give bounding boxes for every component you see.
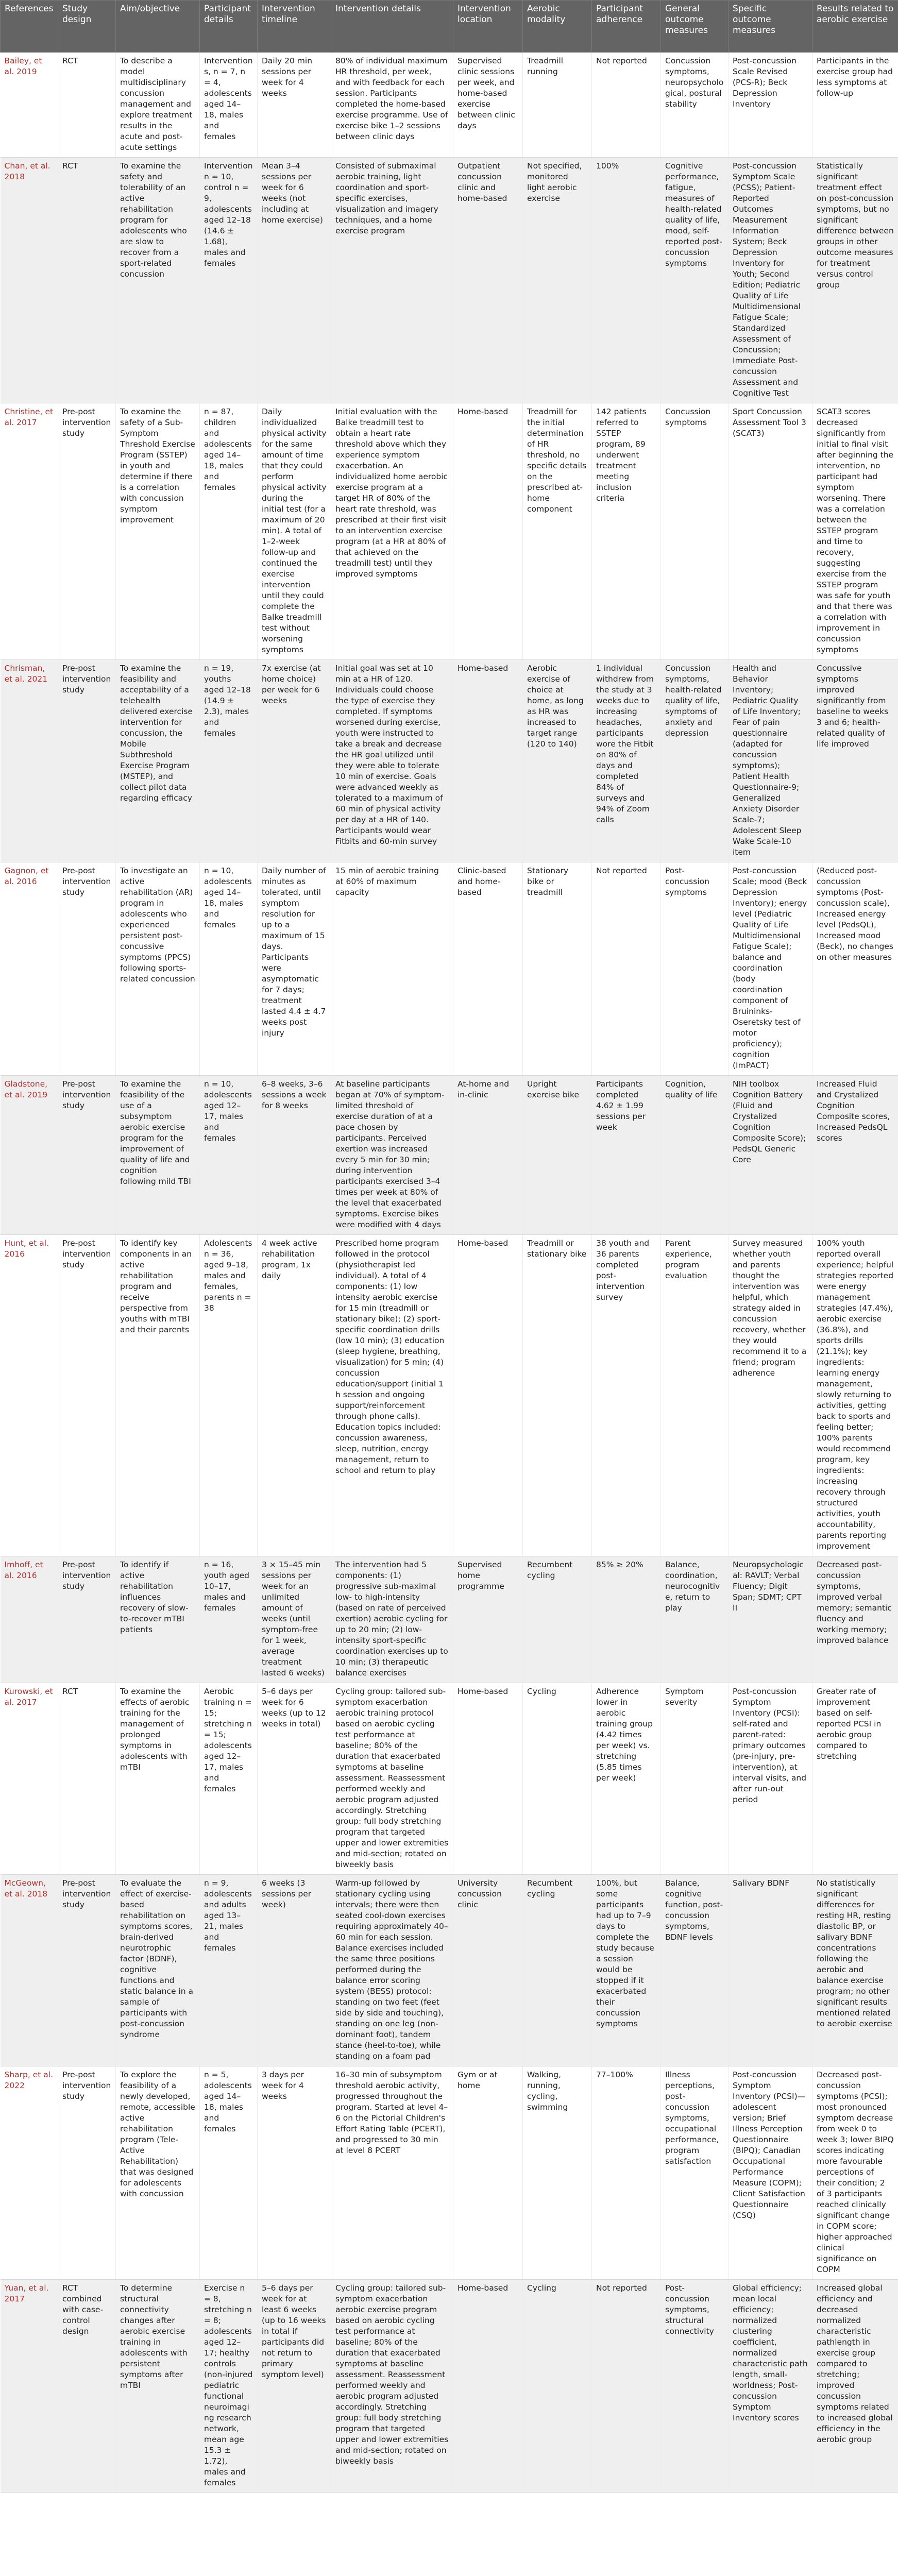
- cell-timeline: 5–6 days per week for 6 weeks (up to 12 weeks in total): [258, 1683, 331, 1875]
- cell-adherence: 77–100%: [592, 2066, 661, 2280]
- table-row: [1, 1076, 898, 1235]
- cell-specific-outcomes: Sport Concussion Assessment Tool 3 (SCAT3): [728, 403, 812, 660]
- cell-modality: Recumbent cycling: [523, 1556, 592, 1683]
- cell-participants: n = 9, adolescents and adults aged 13–21, males and females: [200, 1875, 258, 2066]
- cell-results: Concussive symptoms improved significantly from baseline to weeks 3 and 6; health-related quality of life improved: [812, 660, 898, 862]
- cell-location: University concussion clinic: [453, 1875, 523, 2066]
- cell-timeline: 5–6 days per week for at least 6 weeks (up to 16 weeks in total if participants did not return to primary symptom level): [258, 2280, 331, 2493]
- col-header-study-design: Study design: [58, 1, 116, 53]
- cell-location: Outpatient concussion clinic and home-based: [453, 158, 523, 403]
- cell-timeline: 3 × 15–45 min sessions per week for an unlimited amount of weeks (until symptom-free for 1 week, average treatment lasted 6 weeks): [258, 1556, 331, 1683]
- cell-general-outcomes: Illness perceptions, post-concussion symptoms, occupational performance, program satisfaction: [661, 2066, 728, 2280]
- cell-participants: n = 10, adolescents aged 12–17, males and females: [200, 1076, 258, 1235]
- cell-design: RCT: [58, 53, 116, 158]
- cell-results: Decreased post-concussion symptoms, improved verbal memory; semantic fluency and working memory; improved balance: [812, 1556, 898, 1683]
- cell-location: Supervised home programme: [453, 1556, 523, 1683]
- cell-timeline: 7x exercise (at home choice) per week for 6 weeks: [258, 660, 331, 862]
- cell-specific-outcomes: NIH toolbox Cognition Battery (Fluid and Crystalized Cognition Composite Score); PedsQL Generic Core: [728, 1076, 812, 1235]
- cell-adherence: 142 patients referred to SSTEP program, 89 underwent treatment meeting inclusion criteria: [592, 403, 661, 660]
- cell-participants: Exercise n = 8, stretching n = 8; adolescents aged 12–17; healthy controls (non-injured pediatric functional neuroimaging research network, mean age 15.3 ± 1.72), males and females: [200, 2280, 258, 2493]
- cell-general-outcomes: Concussion symptoms, neuropsychological, postural stability: [661, 53, 728, 158]
- table-row: [1, 1683, 898, 1875]
- cell-specific-outcomes: Global efficiency; mean local efficiency; normalized clustering coefficient, normalized characteristic path length, small-worldness; Post-concussion Symptom Inventory scores: [728, 2280, 812, 2493]
- table-row: [1, 1875, 898, 2066]
- cell-location: Home-based: [453, 1235, 523, 1556]
- cell-details: At baseline participants began at 70% of symptom-limited threshold of exercise duration of at a pace chosen by participants. Perceived exertion was increased every 5 min for 30 min; during intervention participants exercised 3–4 times per week at 80% of the level that exacerbated symptoms. Exercise bikes were modified with 4 days: [331, 1076, 453, 1235]
- cell-design: Pre-post intervention study: [58, 1875, 116, 2066]
- cell-timeline: Daily individualized physical activity for the same amount of time that they could perform physical activity during the initial test (for a maximum of 20 min). A total of 1–2-week follow-up and continued the exercise intervention until they could complete the Balke treadmill test without worsening symptoms: [258, 403, 331, 660]
- col-header-aim: Aim/objective: [116, 1, 200, 53]
- cell-location: Supervised clinic sessions per week, and home-based exercise between clinic days: [453, 53, 523, 158]
- cell-reference[interactable]: Sharp, et al. 2022: [1, 2066, 58, 2280]
- cell-aim: To explore the feasibility of a newly developed, remote, accessible active rehabilitation program (Tele-Active Rehabilitation) that was designed for adolescents with concussion: [116, 2066, 200, 2280]
- cell-general-outcomes: Parent experience, program evaluation: [661, 1235, 728, 1556]
- cell-results: (Reduced post-concussion symptoms (Post-concussion scale), Increased energy level (PedsQL), Increased mood (Beck), no changes on other measures: [812, 862, 898, 1076]
- cell-details: 15 min of aerobic training at 60% of maximum capacity: [331, 862, 453, 1076]
- col-header-adherence: Participant adherence: [592, 1, 661, 53]
- table-row: [1, 2280, 898, 2493]
- cell-adherence: Not reported: [592, 862, 661, 1076]
- cell-specific-outcomes: Post-concussion Scale; mood (Beck Depression Inventory); energy level (Pediatric Quality of Life Multidimensional Fatigue Scale); balance and coordination (body coordination component of Bruininks-Oseretsky test of motor proficiency); cognition (ImPACT): [728, 862, 812, 1076]
- cell-general-outcomes: Concussion symptoms, health-related quality of life, symptoms of anxiety and depression: [661, 660, 728, 862]
- cell-adherence: Not reported: [592, 53, 661, 158]
- cell-aim: To investigate an active rehabilitation (AR) program in adolescents who experienced persistent post-concussive symptoms (PPCS) following sports-related concussion: [116, 862, 200, 1076]
- cell-participants: n = 5, adolescents aged 14–18, males and females: [200, 2066, 258, 2280]
- cell-design: Pre-post intervention study: [58, 862, 116, 1076]
- cell-timeline: 4 week active rehabilitation program, 1x daily: [258, 1235, 331, 1556]
- cell-details: Consisted of submaximal aerobic training, light coordination and sport-specific exercises, visualization and imagery techniques, and a home exercise program: [331, 158, 453, 403]
- cell-design: Pre-post intervention study: [58, 660, 116, 862]
- cell-results: Decreased post-concussion symptoms (PCSI); most pronounced symptom decrease from week 0 to week 3; lower BIPQ scores indicating more favourable perceptions of their condition; 2 of 3 participants reached clinically significant change in COPM score; higher approached clinical significance on COPM: [812, 2066, 898, 2280]
- table-row: [1, 660, 898, 862]
- cell-reference[interactable]: Bailey, et al. 2019: [1, 53, 58, 158]
- cell-aim: To describe a model multidisciplinary concussion management and explore treatment results in the acute and post-acute settings: [116, 53, 200, 158]
- cell-results: Greater rate of improvement based on self-reported PCSI in aerobic group compared to stretching: [812, 1683, 898, 1875]
- cell-reference[interactable]: Imhoff, et al. 2016: [1, 1556, 58, 1683]
- cell-details: Cycling group: tailored sub-symptom exacerbation aerobic training protocol based on aerobic cycling test performance at baseline; 80% of the duration that exacerbated symptoms at baseline assessment. Reassessment performed weekly and aerobic program adjusted accordingly. Stretching group: full body stretching program that targeted upper and lower extremities and mid-section; rotated on biweekly basis: [331, 1683, 453, 1875]
- cell-adherence: 100%, but some participants had up to 7–9 days to complete the study because a session would be stopped if it exacerbated their concussion symptoms: [592, 1875, 661, 2066]
- cell-modality: Walking, running, cycling, swimming: [523, 2066, 592, 2280]
- cell-design: Pre-post intervention study: [58, 403, 116, 660]
- col-header-aerobic-modality: Aerobic modality: [523, 1, 592, 53]
- cell-participants: n = 10, adolescents aged 14–18, males and females: [200, 862, 258, 1076]
- cell-aim: To identify if active rehabilitation influences recovery of slow-to-recover mTBI patients: [116, 1556, 200, 1683]
- cell-timeline: 6 weeks (3 sessions per week): [258, 1875, 331, 2066]
- cell-location: Home-based: [453, 1683, 523, 1875]
- cell-design: Pre-post intervention study: [58, 1556, 116, 1683]
- header-row: [1, 1, 898, 53]
- cell-modality: Cycling: [523, 2280, 592, 2493]
- cell-general-outcomes: Symptom severity: [661, 1683, 728, 1875]
- cell-results: 100% youth reported overall experience; helpful strategies reported were energy management strategies (47.4%), aerobic exercise (36.8%), and sports drills (21.1%); key ingredients: learning energy management, slowly returning to activities, getting back to sports and feeling better; 100% parents would recommend program, key ingredients: increasing recovery through structured activities, youth accountability, parents reporting improvement: [812, 1235, 898, 1556]
- cell-modality: Treadmill for the initial determination of HR threshold, no specific details on the prescribed at-home component: [523, 403, 592, 660]
- cell-results: No statistically significant differences for resting HR, resting diastolic BP, or salivary BDNF concentrations following the aerobic and balance exercise program; no other significant results mentioned related to aerobic exercise: [812, 1875, 898, 2066]
- cell-participants: Aerobic training n = 15; stretching n = 15; adolescents aged 12–17, males and females: [200, 1683, 258, 1875]
- table-row: [1, 403, 898, 660]
- cell-adherence: 1 individual withdrew from the study at 3 weeks due to increasing headaches, participants wore the Fitbit on 80% of days and completed 84% of surveys and 94% of Zoom calls: [592, 660, 661, 862]
- cell-aim: To examine the safety and tolerability of an active rehabilitation program for adolescents who are slow to recover from a sport-related concussion: [116, 158, 200, 403]
- cell-adherence: 38 youth and 36 parents completed post-intervention survey: [592, 1235, 661, 1556]
- cell-specific-outcomes: Post-concussion Scale Revised (PCS-R); Beck Depression Inventory: [728, 53, 812, 158]
- cell-reference[interactable]: Christine, et al. 2017: [1, 403, 58, 660]
- cell-aim: To examine the safety of a Sub-Symptom Threshold Exercise Program (SSTEP) in youth and determine if there is a correlation with concussion symptom improvement: [116, 403, 200, 660]
- cell-details: 16–30 min of subsymptom threshold aerobic activity, progressed throughout the program. Started at level 4–6 on the Pictorial Children's Effort Rating Table (PCERT), and progressed to 30 min at level 8 PCERT: [331, 2066, 453, 2280]
- cell-location: Gym or at home: [453, 2066, 523, 2280]
- cell-results: Increased Fluid and Crystalized Cognition Composite scores, Increased PedsQL scores: [812, 1076, 898, 1235]
- cell-aim: To examine the feasibility and acceptability of a telehealth delivered exercise intervention for concussion, the Mobile Subthreshold Exercise Program (MSTEP), and collect pilot data regarding efficacy: [116, 660, 200, 862]
- cell-general-outcomes: Concussion symptoms: [661, 403, 728, 660]
- cell-aim: To examine the effects of aerobic training for the management of prolonged symptoms in adolescents with mTBI: [116, 1683, 200, 1875]
- col-header-results: Results related to aerobic exercise: [812, 1, 898, 53]
- cell-specific-outcomes: Neuropsychological: RAVLT; Verbal Fluency; Digit Span; SDMT; CPT II: [728, 1556, 812, 1683]
- col-header-intervention-details: Intervention details: [331, 1, 453, 53]
- cell-design: Pre-post intervention study: [58, 1076, 116, 1235]
- table-row: [1, 1235, 898, 1556]
- cell-timeline: 6–8 weeks, 3–6 sessions a week for 8 weeks: [258, 1076, 331, 1235]
- cell-reference[interactable]: Hunt, et al. 2016: [1, 1235, 58, 1556]
- cell-participants: Intervention n = 10, control n = 9, adolescents aged 12–18 (14.6 ± 1.68), males and females: [200, 158, 258, 403]
- cell-location: At-home and in-clinic: [453, 1076, 523, 1235]
- cell-design: RCT: [58, 1683, 116, 1875]
- cell-details: Prescribed home program followed in the protocol (physiotherapist led individual). A total of 4 components: (1) low intensity aerobic exercise for 15 min (treadmill or stationary bike); (2) sport-specific coordination drills (low 10 min); (3) education (sleep hygiene, breathing, visualization) for 5 min; (4) concussion education/support (initial 1 h session and ongoing support/reinforcement through phone calls). Education topics included: concussion awareness, sleep, nutrition, energy management, return to school and return to play: [331, 1235, 453, 1556]
- cell-general-outcomes: Cognitive performance, fatigue, measures of health-related quality of life, mood, self-reported post-concussion symptoms: [661, 158, 728, 403]
- cell-timeline: Mean 3–4 sessions per week for 6 weeks (not including at home exercise): [258, 158, 331, 403]
- cell-modality: Treadmill or stationary bike: [523, 1235, 592, 1556]
- cell-details: Initial evaluation with the Balke treadmill test to obtain a heart rate threshold above which they experience symptom exacerbation. An individualized home aerobic exercise program at a target HR of 80% of the heart rate threshold, was prescribed at their first visit to an intervention exercise program (at a HR at 80% of that achieved on the treadmill test) until they improved symptoms: [331, 403, 453, 660]
- cell-general-outcomes: Post-concussion symptoms: [661, 862, 728, 1076]
- cell-results: Statistically significant treatment effect on post-concussion symptoms, but no significant difference between groups in other outcome measures for treatment versus control group: [812, 158, 898, 403]
- cell-aim: To identify key components in an active rehabilitation program and receive perspective from youths with mTBI and their parents: [116, 1235, 200, 1556]
- cell-details: Cycling group: tailored sub-symptom exacerbation aerobic exercise program based on aerobic cycling test performance at baseline; 80% of the duration that exacerbated symptoms at baseline assessment. Reassessment performed weekly and aerobic program adjusted accordingly. Stretching group: full body stretching program that targeted upper and lower extremities and mid-section; rotated on biweekly basis: [331, 2280, 453, 2493]
- cell-reference[interactable]: Gagnon, et al. 2016: [1, 862, 58, 1076]
- cell-results: SCAT3 scores decreased significantly from initial to final visit after beginning the intervention, no participant had symptom worsening. There was a correlation between the SSTEP program and time to recovery, suggesting exercise from the SSTEP program was safe for youth and that there was a correlation with improvement in concussion symptoms: [812, 403, 898, 660]
- cell-location: Home-based: [453, 660, 523, 862]
- cell-modality: Recumbent cycling: [523, 1875, 592, 2066]
- cell-specific-outcomes: Post-concussion Symptom Scale (PCSS); Patient-Reported Outcomes Measurement Information System; Beck Depression Inventory for Youth; Second Edition; Pediatric Quality of Life Multidimensional Fatigue Scale; Standardized Assessment of Concussion; Immediate Post-concussion Assessment and Cognitive Test: [728, 158, 812, 403]
- cell-specific-outcomes: Post-concussion Symptom Inventory (PCSI)—adolescent version; Brief Illness Perception Questionnaire (BIPQ); Canadian Occupational Performance Measure (COPM); Client Satisfaction Questionnaire (CSQ): [728, 2066, 812, 2280]
- cell-participants: Adolescents n = 36, aged 9–18, males and females, parents n = 38: [200, 1235, 258, 1556]
- cell-adherence: 85% ≥ 20%: [592, 1556, 661, 1683]
- cell-adherence: Adherence lower in aerobic training group (4.42 times per week) vs. stretching (5.85 times per week): [592, 1683, 661, 1875]
- cell-design: Pre-post intervention study: [58, 2066, 116, 2280]
- table-row: [1, 2066, 898, 2280]
- cell-details: Initial goal was set at 10 min at a HR of 120. Individuals could choose the type of exercise they completed. If symptoms worsened during exercise, youth were instructed to take a break and decrease the HR goal utilized until they were able to tolerate 10 min of exercise. Goals were advanced weekly as tolerated to a maximum of 60 min of physical activity per day at a HR of 140. Participants would wear Fitbits and 60-min survey: [331, 660, 453, 862]
- table-row: [1, 862, 898, 1076]
- cell-location: Home-based: [453, 403, 523, 660]
- cell-design: RCT combined with case-control design: [58, 2280, 116, 2493]
- cell-modality: Upright exercise bike: [523, 1076, 592, 1235]
- table-row: [1, 53, 898, 158]
- cell-reference[interactable]: Chan, et al. 2018: [1, 158, 58, 403]
- cell-location: Clinic-based and home-based: [453, 862, 523, 1076]
- cell-results: Increased global efficiency and decreased normalized characteristic pathlength in exercise group compared to stretching; improved concussion symptoms related to increased global efficiency in the aerobic group: [812, 2280, 898, 2493]
- cell-specific-outcomes: Health and Behavior Inventory; Pediatric Quality of Life Inventory; Fear of pain questionnaire (adapted for concussion symptoms); Patient Health Questionnaire-9; Generalized Anxiety Disorder Scale-7; Adolescent Sleep Wake Scale-10 item: [728, 660, 812, 862]
- cell-reference[interactable]: Yuan, et al. 2017: [1, 2280, 58, 2493]
- cell-timeline: Daily number of minutes as tolerated, until symptom resolution for up to a maximum of 15 days. Participants were asymptomatic for 7 days; treatment lasted 4.4 ± 4.7 weeks post injury: [258, 862, 331, 1076]
- cell-participants: n = 16, youth aged 10–17, males and females: [200, 1556, 258, 1683]
- cell-adherence: Participants completed 4.62 ± 1.99 sessions per week: [592, 1076, 661, 1235]
- cell-location: Home-based: [453, 2280, 523, 2493]
- cell-participants: Interventions, n = 7, n = 4, adolescents aged 14–18, males and females: [200, 53, 258, 158]
- cell-modality: Stationary bike or treadmill: [523, 862, 592, 1076]
- cell-reference[interactable]: Kurowski, et al. 2017: [1, 1683, 58, 1875]
- cell-design: Pre-post intervention study: [58, 1235, 116, 1556]
- cell-specific-outcomes: Survey measured whether youth and parents thought the intervention was helpful, which strategy aided in concussion recovery, whether they would recommend it to a friend; program adherence: [728, 1235, 812, 1556]
- col-header-references: References: [1, 1, 58, 53]
- cell-aim: To determine structural connectivity changes after aerobic exercise training in adolescents with persistent symptoms after mTBI: [116, 2280, 200, 2493]
- cell-reference[interactable]: Chrisman, et al. 2021: [1, 660, 58, 862]
- col-header-timeline: Intervention timeline: [258, 1, 331, 53]
- cell-general-outcomes: Post-concussion symptoms, structural connectivity: [661, 2280, 728, 2493]
- col-header-general-outcomes: General outcome measures: [661, 1, 728, 53]
- cell-results: Participants in the exercise group had less symptoms at follow-up: [812, 53, 898, 158]
- cell-details: 80% of individual maximum HR threshold, per week, and with feedback for each session. Participants completed the home-based exercise programme. Use of exercise bike 1–2 sessions between clinic days: [331, 53, 453, 158]
- cell-specific-outcomes: Salivary BDNF: [728, 1875, 812, 2066]
- cell-general-outcomes: Balance, coordination, neurocognitive, return to play: [661, 1556, 728, 1683]
- cell-adherence: 100%: [592, 158, 661, 403]
- cell-modality: Treadmill running: [523, 53, 592, 158]
- cell-timeline: Daily 20 min sessions per week for 4 weeks: [258, 53, 331, 158]
- col-header-location: Intervention location: [453, 1, 523, 53]
- cell-details: The intervention had 5 components: (1) progressive sub-maximal low- to high-intensity (based on rate of perceived exertion) aerobic cycling for up to 20 min; (2) low-intensity sport-specific coordination exercises up to 10 min; (3) therapeutic balance exercises: [331, 1556, 453, 1683]
- cell-participants: n = 19, youths aged 12–18 (14.9 ± 2.3), males and females: [200, 660, 258, 862]
- col-header-participants: Participant details: [200, 1, 258, 53]
- cell-participants: n = 87, children and adolescents aged 14–18, males and females: [200, 403, 258, 660]
- cell-aim: To examine the feasibility of the use of a subsymptom aerobic exercise program for the improvement of quality of life and cognition following mild TBI: [116, 1076, 200, 1235]
- cell-design: RCT: [58, 158, 116, 403]
- cell-reference[interactable]: Gladstone, et al. 2019: [1, 1076, 58, 1235]
- cell-general-outcomes: Cognition, quality of life: [661, 1076, 728, 1235]
- table-row: [1, 1556, 898, 1683]
- cell-general-outcomes: Balance, cognitive function, post-concussion symptoms, BDNF levels: [661, 1875, 728, 2066]
- cell-specific-outcomes: Post-concussion Symptom Inventory (PCSI): self-rated and parent-rated: primary outcomes (pre-injury, pre-intervention), at interval visits, and after run-out period: [728, 1683, 812, 1875]
- cell-modality: Not specified, monitored light aerobic exercise: [523, 158, 592, 403]
- cell-adherence: Not reported: [592, 2280, 661, 2493]
- col-header-specific-outcomes: Specific outcome measures: [728, 1, 812, 53]
- cell-modality: Cycling: [523, 1683, 592, 1875]
- cell-details: Warm-up followed by stationary cycling using intervals; there were then seated cool-down exercises requiring approximately 40–60 min for each session. Balance exercises included the same three positions performed during the balance error scoring system (BESS) protocol: standing on two feet (feet side by side and touching), standing on one leg (non-dominant foot), tandem stance (heel-to-toe), while standing on a foam pad: [331, 1875, 453, 2066]
- cell-modality: Aerobic exercise of choice at home, as long as HR was increased to target range (120 to 140): [523, 660, 592, 862]
- table-row: [1, 158, 898, 403]
- cell-reference[interactable]: McGeown, et al. 2018: [1, 1875, 58, 2066]
- cell-aim: To evaluate the effect of exercise-based rehabilitation on symptoms scores, brain-derived neurotrophic factor (BDNF), cognitive functions and static balance in a sample of participants with post-concussion syndrome: [116, 1875, 200, 2066]
- cell-timeline: 3 days per week for 4 weeks: [258, 2066, 331, 2280]
